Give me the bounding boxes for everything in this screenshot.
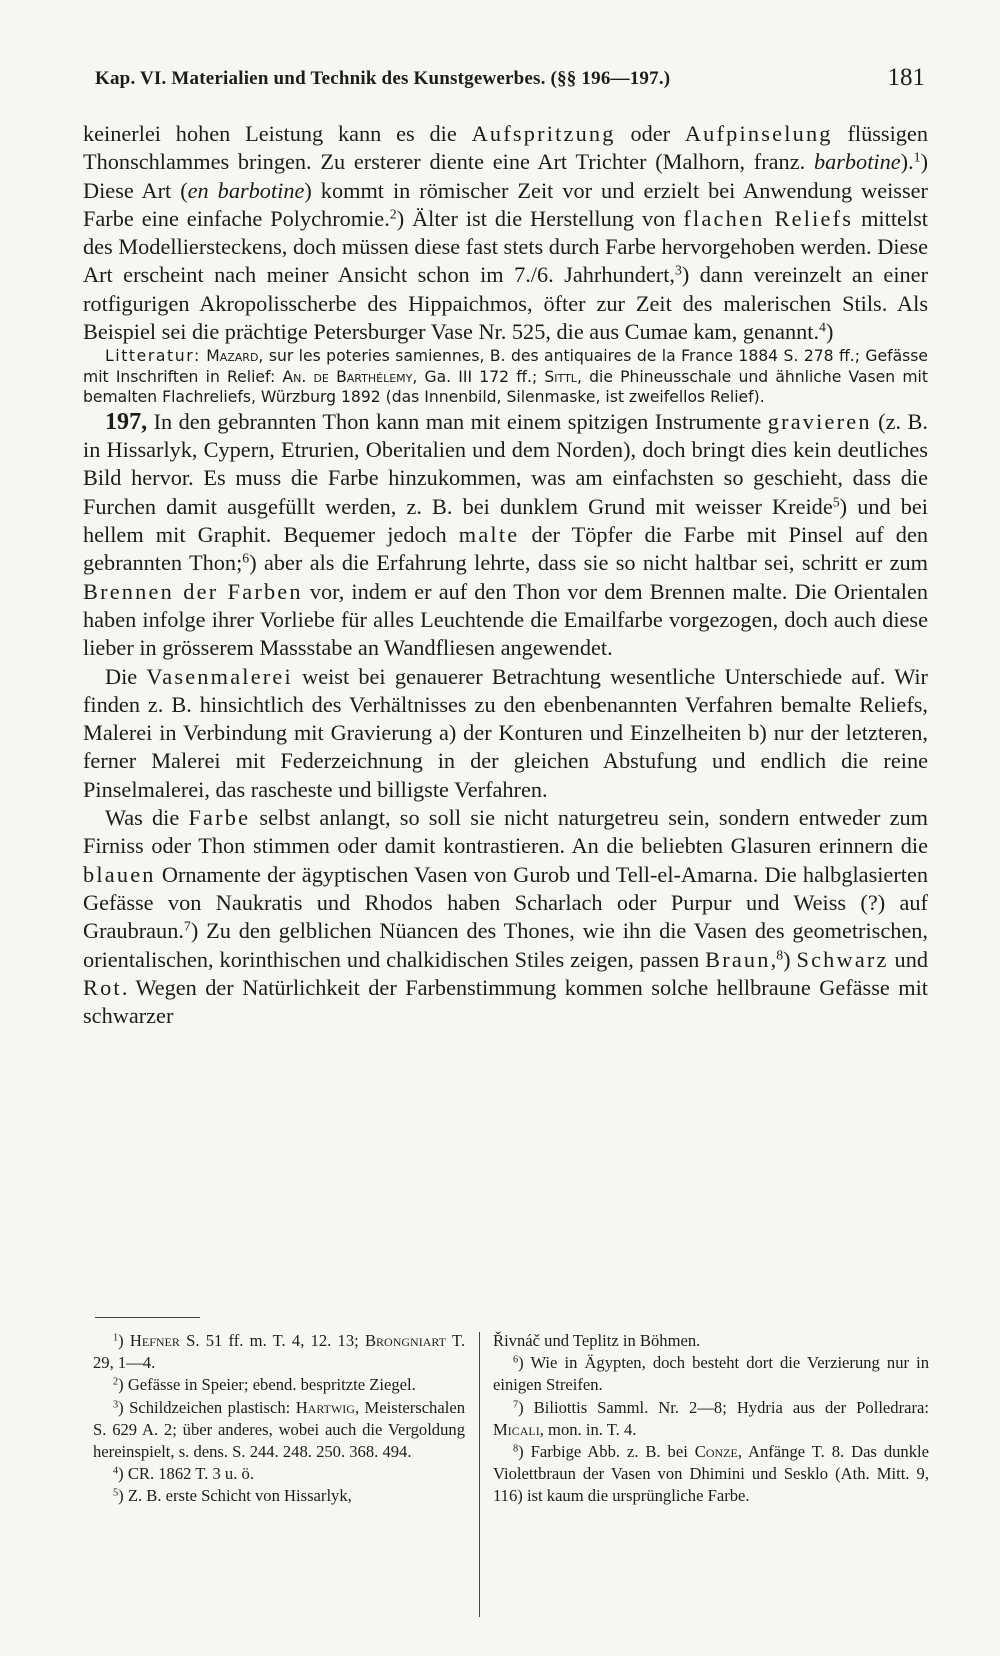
text-run: , Meisterschalen S. 629 A. 2; über anderes, wobei auch die Vergoldung hereinspielt, s. dens. S. 244. 248. 250. 368. 494. — [93, 1397, 465, 1462]
text-run: ). — [900, 149, 914, 175]
literature-label: Litteratur: — [105, 347, 201, 366]
page-number: 181 — [887, 64, 925, 91]
footnotes-right-column — [493, 1330, 929, 1508]
section-number: 197, — [105, 408, 148, 435]
footnote-number: 1 — [113, 1332, 119, 1344]
spaced-term: Braun — [705, 946, 771, 972]
footnote: $^7$) Biliottis Samml. Nr. 2—8; Hydria aus der Polledrara: Micali, mon. in. T. 4. — [493, 1397, 929, 1439]
footnote-number: 3 — [113, 1398, 119, 1410]
text-run: Die — [105, 663, 147, 689]
footnote-ref: 8 — [776, 946, 784, 962]
text-run: CR. 1862 T. 3 u. ö. — [123, 1464, 254, 1484]
text-run: Farbige Abb. z. B. bei — [523, 1442, 695, 1462]
text-run: oder — [615, 121, 685, 146]
text-run: Z. B. erste Schicht von Hissarlyk, — [123, 1486, 352, 1506]
footnote-number: 2 — [113, 1376, 119, 1388]
footnotes-left-column — [93, 1330, 465, 1508]
text-run: In den gebrannten Thon kann man mit einem spitzigen Instrumente — [147, 408, 768, 434]
author-name: Micali — [493, 1419, 540, 1439]
text-run: weist bei genauerer Betrachtung wesentliche Unterschiede auf. Wir finden z. B. hinsichtlich des Verhältnisses zu den ebenbenannten Verfahren bemalte Reliefs, Malerei in Verbindung mit Gravierung a) der Konturen und Einzelheiten b) nur der letzteren, ferner Malerei mit Federzeichnung in der gleichen Abstufung und endlich die reine Pinselmalerei, das rascheste und billigste Verfahren. — [83, 663, 928, 802]
footnote-number: 4 — [113, 1465, 119, 1477]
text-run: , — [770, 946, 777, 972]
footnote-number: 8 — [513, 1443, 519, 1455]
footnote: $^6$) Wie in Ägypten, doch besteht dort die Verzierung nur in einigen Streifen. — [493, 1353, 929, 1395]
literature-note — [83, 346, 928, 408]
text-run: ) Zu den gelblichen Nüancen des Thones, wie ihn die Vasen des geometrischen, orientalischen, korinthischen und chalkidischen Stiles zeigen, passen — [83, 918, 928, 972]
text-run: keinerlei hohen Leistung kann es die — [83, 121, 472, 146]
footnote-ref: 1 — [913, 149, 921, 165]
footnote-rule — [95, 1317, 200, 1318]
footnote-ref: 7 — [183, 918, 191, 934]
footnote-ref: 6 — [242, 550, 250, 566]
text-run: mittelst des Modelliersteckens, doch müssen diese fast stets durch Farbe hervorgehoben werden. Diese Art erscheint nach meiner Ansicht schon im 7./6. Jahrhundert, — [83, 205, 928, 288]
paragraph — [83, 408, 928, 663]
text-run: Gefässe in Speier; ebend. bespritzte Ziegel. — [123, 1375, 416, 1395]
footnote-number: 6 — [513, 1354, 519, 1366]
footnote: $^8$) Farbige Abb. z. B. bei Conze, Anfänge T. 8. Das dunkle Violettbraun der Vasen von Dhimini und Sesklo (Ath. Mitt. 9, 116) ist kaum die ursprüngliche Farbe. — [493, 1442, 929, 1506]
text-run: Biliottis Samml. Nr. 2—8; Hydria aus der Polledrara: — [523, 1397, 929, 1417]
footnote: $^2$) Gefässe in Speier; ebend. bespritzte Ziegel. — [113, 1375, 416, 1395]
column-divider — [479, 1332, 480, 1617]
text-run: Schildzeichen plastisch: — [123, 1397, 296, 1417]
paragraph — [83, 663, 928, 804]
text-run: T. 29, 1—4. — [93, 1331, 465, 1373]
author-name: Hefner — [129, 1331, 180, 1350]
spaced-term: Schwarz — [796, 946, 889, 972]
text-run: flüssigen Thonschlammes bringen. Zu ersterer diente eine Art Trichter (Malhorn, franz. — [83, 121, 928, 175]
text-run: ) — [783, 946, 797, 972]
text-run: ) und bei hellem mit Graphit. Bequemer jedoch — [83, 493, 928, 548]
footnote-ref: 3 — [675, 262, 682, 278]
paragraph — [83, 804, 928, 1030]
text-run: Ornamente der ägyptischen Vasen von Gurob und Tell-el-Amarna. Die halbglasierten Gefässe von Naukratis und Rhodos haben Scharlach oder Purpur und Weiss (?) auf Graubraun. — [83, 861, 928, 944]
footnote: $^5$) Z. B. erste Schicht von Hissarlyk, — [113, 1486, 352, 1506]
spaced-term: Brennen der Farben — [83, 578, 303, 604]
spaced-term: Vasenmalerei — [146, 663, 293, 689]
spaced-term: Aufpinselung — [684, 121, 833, 146]
text-run: und — [888, 946, 928, 972]
running-header — [95, 64, 925, 100]
text-run: , sur les poteries samiennes, B. des antiquaires de la France 1884 S. 278 ff.; Gefässe mit Inschriften in Relief: — [83, 347, 928, 386]
author-name: An. de Barthélemy — [282, 367, 413, 386]
text-run: der Töpfer die Farbe mit Pinsel auf den gebrannten Thon; — [83, 522, 928, 576]
footnote: $^4$) CR. 1862 T. 3 u. ö. — [113, 1464, 254, 1484]
text-run: ) aber als die Erfahrung lehrte, dass sie so nicht haltbar sei, schritt er zum — [249, 550, 929, 576]
text-run: ) — [825, 319, 834, 345]
text-run: vor, indem er auf den Thon vor dem Brennen malte. Die Orientalen haben infolge ihrer Vorliebe für alles Leuchtende die Emailfarbe vorgezogen, doch auch diese lieber in grösserem Massstabe an Wandfliesen angewendet. — [83, 578, 928, 661]
text-run: Wie in Ägypten, doch besteht dort die Verzierung nur in einigen Streifen. — [493, 1353, 929, 1395]
spaced-term: malte — [458, 522, 520, 548]
text-run: (z. B. in Hissarlyk, Cypern, Etrurien, Oberitalien und dem Norden), doch bringt dies kein deutliches Bild hervor. Es muss die Farbe hinzukommen, was am einfachsten so geschieht, dass die Furchen damit ausgefüllt werden, z. B. bei dunklem Grund mit weisser Kreide — [83, 408, 928, 519]
paragraph — [83, 120, 928, 346]
footnote: $^3$) Schildzeichen plastisch: Hartwig, Meisterschalen S. 629 A. 2; über anderes, wobei auch die Vergoldung hereinspielt, s. dens. S. 244. 248. 250. 368. 494. — [93, 1397, 465, 1462]
footnote-ref: 4 — [819, 319, 826, 335]
footnote-number: 5 — [113, 1487, 119, 1499]
text-run: , Anfänge T. 8. Das dunkle Violettbraun der Vasen von Dhimini und Sesklo (Ath. Mitt. 9, 116) ist kaum die ursprüngliche Farbe. — [493, 1442, 929, 1506]
text-run: , mon. in. T. 4. — [539, 1419, 637, 1439]
italic-term: en barbotine — [187, 177, 305, 203]
spaced-term: Farbe — [188, 805, 251, 831]
author-name: Mazard — [206, 347, 259, 366]
author-name: Hartwig — [295, 1397, 355, 1417]
text-run: , Ga. III 172 ff.; — [412, 367, 545, 386]
footnote-ref: 2 — [389, 206, 397, 222]
text-run: , die Phineusschale und ähnliche Vasen mit bemalten Flachreliefs, Würzburg 1892 (das Innenbild, Silenmaske, ist zweifellos Relief). — [83, 367, 928, 407]
text-run: Was die — [105, 805, 189, 831]
footnote-ref: 5 — [832, 494, 840, 510]
main-text — [83, 120, 928, 1030]
author-name: Brongniart — [364, 1331, 446, 1350]
author-name: Sittl — [544, 367, 577, 386]
spaced-term: blauen — [83, 861, 156, 887]
text-run: ) kommt in römischer Zeit vor und erzielt bei Anwendung weisser Farbe eine einfache Polychromie. — [83, 177, 928, 231]
text-run: . Wegen der Natürlichkeit der Farbenstimmung kommen solche hellbraune Gefässe mit schwarzer — [83, 974, 928, 1029]
italic-term: barbotine — [813, 149, 901, 175]
running-head: Kap. VI. Materialien und Technik des Kunstgewerbes. (§§ 196—197.) — [95, 68, 671, 89]
footnote-continuation: Řivnáč und Teplitz in Böhmen. — [493, 1331, 701, 1350]
spaced-term: Aufspritzung — [471, 121, 616, 146]
spaced-term: gravieren — [767, 408, 872, 434]
footnote-number: 7 — [513, 1398, 519, 1410]
author-name: Conze — [694, 1442, 738, 1462]
text-run: ) Älter ist die Herstellung von — [396, 205, 684, 231]
spaced-term: flachen Reliefs — [683, 205, 854, 231]
text-run: ) Diese Art ( — [83, 149, 928, 203]
text-run: selbst anlangt, so soll sie nicht naturgetreu sein, sondern entweder zum Firniss oder Thon stimmen oder damit kontrastieren. An die beliebten Glasuren erinnern die — [83, 805, 928, 859]
spaced-term: Rot — [83, 974, 122, 1000]
text-run: ) dann vereinzelt an einer rotfigurigen Akropolisscherbe des Hippaichmos, öfter zur Zeit des malerischen Stils. Als Beispiel sei die prächtige Petersburger Vase Nr. 525, die aus Cumae kam, genannt. — [83, 262, 928, 345]
footnote: $^1$) Hefner S. 51 ff. m. T. 4, 12. 13; Brongniart T. 29, 1—4. — [93, 1331, 465, 1373]
text-run: S. 51 ff. m. T. 4, 12. 13; — [179, 1331, 365, 1350]
